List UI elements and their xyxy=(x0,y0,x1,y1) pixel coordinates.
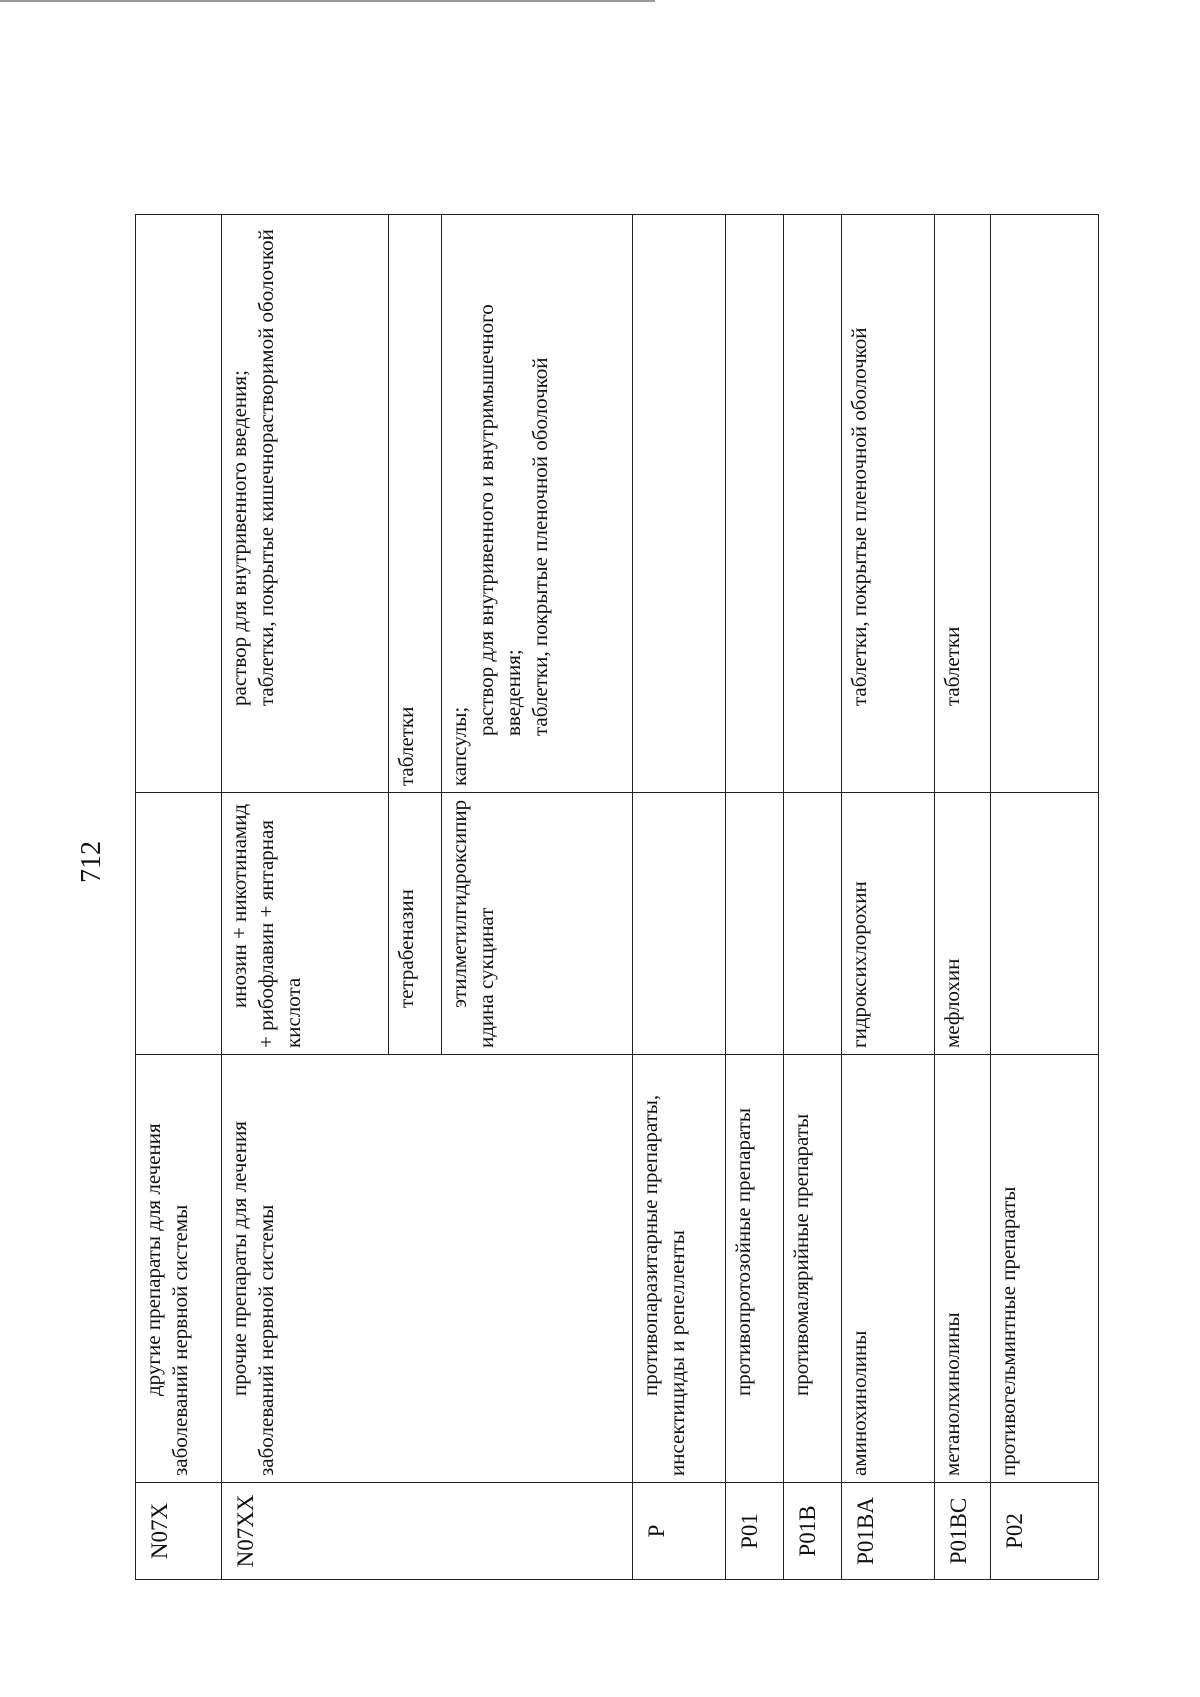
group-cell: другие препараты для лечения заболеваний нервной системы xyxy=(136,1055,222,1483)
atc-code-cell: P01BA xyxy=(842,1483,935,1580)
top-rule xyxy=(0,0,655,2)
drug-cell: мефлохин xyxy=(935,793,991,1055)
drug-cell xyxy=(991,793,1099,1055)
table-row xyxy=(222,215,389,1580)
table-row xyxy=(136,215,222,1580)
form-cell xyxy=(726,215,784,793)
atc-code-cell: P xyxy=(633,1483,726,1580)
atc-code-cell: P01B xyxy=(784,1483,842,1580)
group-cell: противогельминтные препараты xyxy=(991,1055,1099,1483)
form-cell xyxy=(442,215,633,793)
table-row xyxy=(784,215,842,1580)
drug-cell: тетрабеназин xyxy=(389,793,442,1055)
group-cell: прочие препараты для лечения заболеваний нервной системы xyxy=(222,1055,633,1483)
form-line: раствор для внутривенного и внутримышечного введения; xyxy=(474,304,525,736)
table-row xyxy=(935,215,991,1580)
table-row xyxy=(726,215,784,1580)
form-cell: таблетки, покрытые пленочной оболочкой xyxy=(842,215,935,793)
drug-cell xyxy=(633,793,726,1055)
table-row xyxy=(633,215,726,1580)
form-cell xyxy=(136,215,222,793)
group-cell: противомалярийные препараты xyxy=(784,1055,842,1483)
drug-cell xyxy=(136,793,222,1055)
group-cell: аминохинолины xyxy=(842,1055,935,1483)
drug-cell xyxy=(726,793,784,1055)
rotated-page xyxy=(135,215,1098,1580)
group-cell: метанолхинолины xyxy=(935,1055,991,1483)
group-cell: противопаразитарные препараты, инсектициды и репелленты xyxy=(633,1055,726,1483)
drug-cell xyxy=(784,793,842,1055)
table-row xyxy=(991,215,1099,1580)
drug-table xyxy=(135,214,1099,1580)
atc-code-cell: P02 xyxy=(991,1483,1099,1580)
form-line: раствор для внутривенного введения; xyxy=(227,370,251,706)
form-line: таблетки, покрытые кишечнорастворимой оболочкой xyxy=(254,229,278,706)
drug-cell: инозин + никотинамид + рибофлавин + янтарная кислота xyxy=(222,793,389,1055)
atc-code-cell: N07XX xyxy=(222,1483,633,1580)
drug-cell: этилметилгидроксипиридина сукцинат xyxy=(442,793,633,1055)
form-cell xyxy=(784,215,842,793)
form-cell xyxy=(991,215,1099,793)
page-number: 712 xyxy=(76,841,107,883)
form-line: капсулы; xyxy=(447,706,471,786)
form-cell xyxy=(222,215,389,793)
form-line: таблетки xyxy=(394,706,418,786)
form-cell xyxy=(633,215,726,793)
group-cell: противопротозойные препараты xyxy=(726,1055,784,1483)
atc-code-cell: P01BC xyxy=(935,1483,991,1580)
atc-code-cell: P01 xyxy=(726,1483,784,1580)
form-line: таблетки, покрытые пленочной оболочкой xyxy=(528,357,552,736)
atc-code-cell: N07X xyxy=(136,1483,222,1580)
form-cell xyxy=(389,215,442,793)
table-row xyxy=(842,215,935,1580)
form-cell: таблетки xyxy=(935,215,991,793)
drug-cell: гидроксихлорохин xyxy=(842,793,935,1055)
